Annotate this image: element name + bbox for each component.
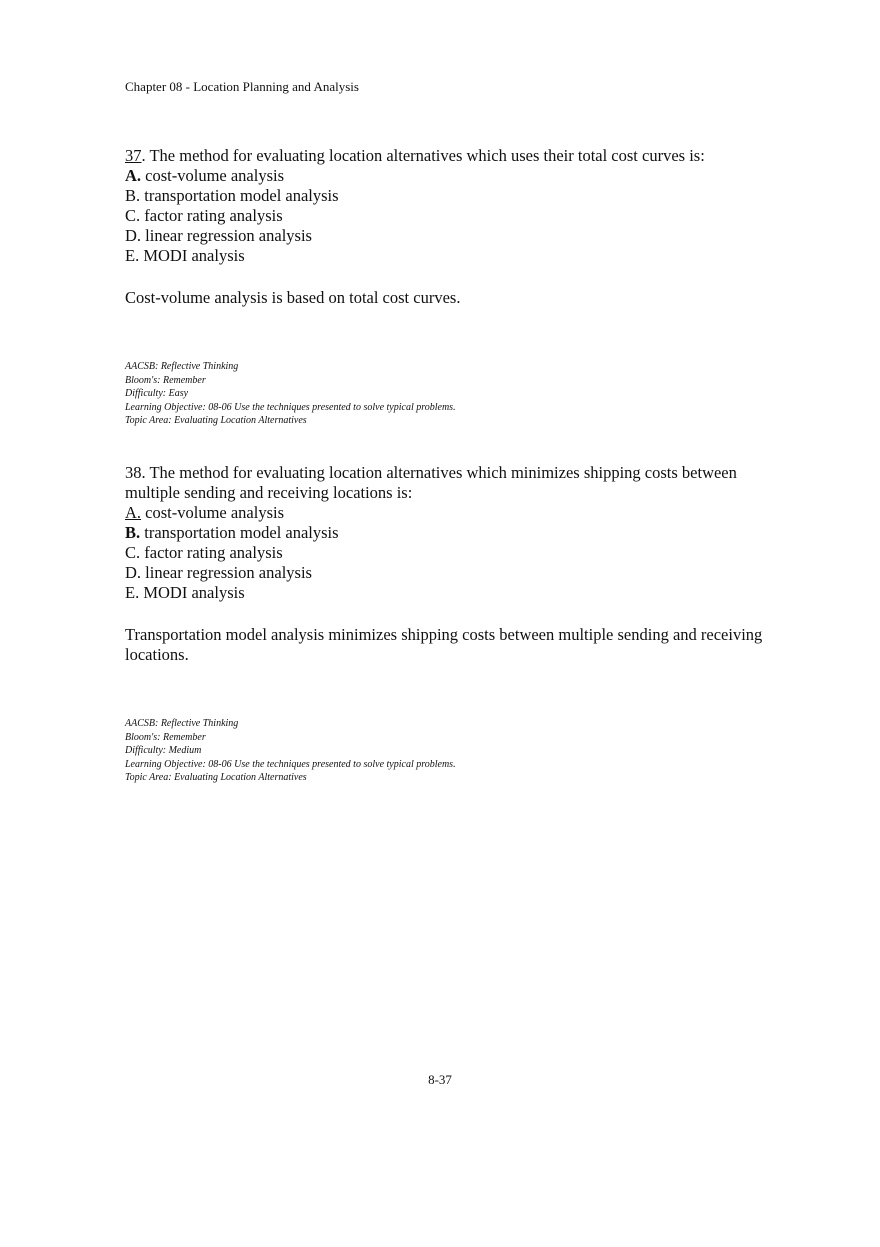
option-e	[125, 246, 785, 266]
meta-difficulty: Difficulty: Easy	[125, 388, 189, 399]
meta-learning-objective: Learning Objective: 08-06 Use the techniques presented to solve typical problems.	[125, 401, 456, 413]
meta-aacsb: AACSB: Reflective Thinking	[125, 718, 239, 729]
option-b	[125, 186, 785, 206]
option-a	[125, 166, 785, 186]
option-text: MODI analysis	[139, 583, 245, 602]
question-metadata	[125, 717, 456, 785]
option-text: linear regression analysis	[141, 563, 312, 582]
option-letter: C.	[125, 206, 141, 225]
answer-explanation: Cost-volume analysis is based on total cost curves.	[125, 288, 461, 307]
option-e	[125, 583, 785, 603]
question-38	[125, 463, 785, 665]
question-stem	[125, 146, 785, 166]
option-text: factor rating analysis	[140, 206, 283, 225]
option-text: factor rating analysis	[140, 543, 283, 562]
answer-explanation: Transportation model analysis minimizes shipping costs between multiple sending and receiving locations.	[125, 625, 763, 664]
option-d	[125, 563, 785, 583]
question-number: 37	[125, 146, 142, 165]
page-number: 8-37	[428, 1072, 452, 1087]
question-metadata	[125, 360, 456, 428]
question-37	[125, 146, 785, 308]
option-c	[125, 543, 785, 563]
option-text: cost-volume analysis	[141, 166, 285, 185]
question-number: 38	[125, 463, 142, 482]
meta-learning-objective: Learning Objective: 08-06 Use the techniques presented to solve typical problems.	[125, 758, 456, 770]
option-letter: A.	[125, 166, 142, 185]
option-text: cost-volume analysis	[141, 503, 285, 522]
meta-topic-area: Topic Area: Evaluating Location Alternatives	[125, 415, 307, 426]
option-letter: A.	[125, 503, 142, 522]
option-c	[125, 206, 785, 226]
option-letter: D.	[125, 226, 142, 245]
option-a	[125, 503, 785, 523]
meta-difficulty: Difficulty: Medium	[125, 745, 202, 756]
option-letter: C.	[125, 543, 141, 562]
option-letter: B.	[125, 523, 141, 542]
option-letter: D.	[125, 563, 142, 582]
question-stem	[125, 463, 785, 503]
option-letter: E.	[125, 583, 140, 602]
meta-topic-area: Topic Area: Evaluating Location Alternatives	[125, 772, 307, 783]
option-text: transportation model analysis	[140, 523, 339, 542]
question-text: . The method for evaluating location alternatives which uses their total cost curves is:	[141, 146, 705, 165]
option-text: MODI analysis	[139, 246, 245, 265]
option-text: transportation model analysis	[140, 186, 339, 205]
option-text: linear regression analysis	[141, 226, 312, 245]
option-letter: E.	[125, 246, 140, 265]
meta-blooms: Bloom's: Remember	[125, 374, 206, 386]
meta-blooms: Bloom's: Remember	[125, 731, 206, 743]
option-b	[125, 523, 785, 543]
option-d	[125, 226, 785, 246]
question-text: . The method for evaluating location alternatives which minimizes shipping costs between multiple sending and receiving locations is:	[125, 463, 737, 502]
option-letter: B.	[125, 186, 141, 205]
page-header: Chapter 08 - Location Planning and Analysis	[125, 79, 359, 94]
meta-aacsb: AACSB: Reflective Thinking	[125, 361, 239, 372]
